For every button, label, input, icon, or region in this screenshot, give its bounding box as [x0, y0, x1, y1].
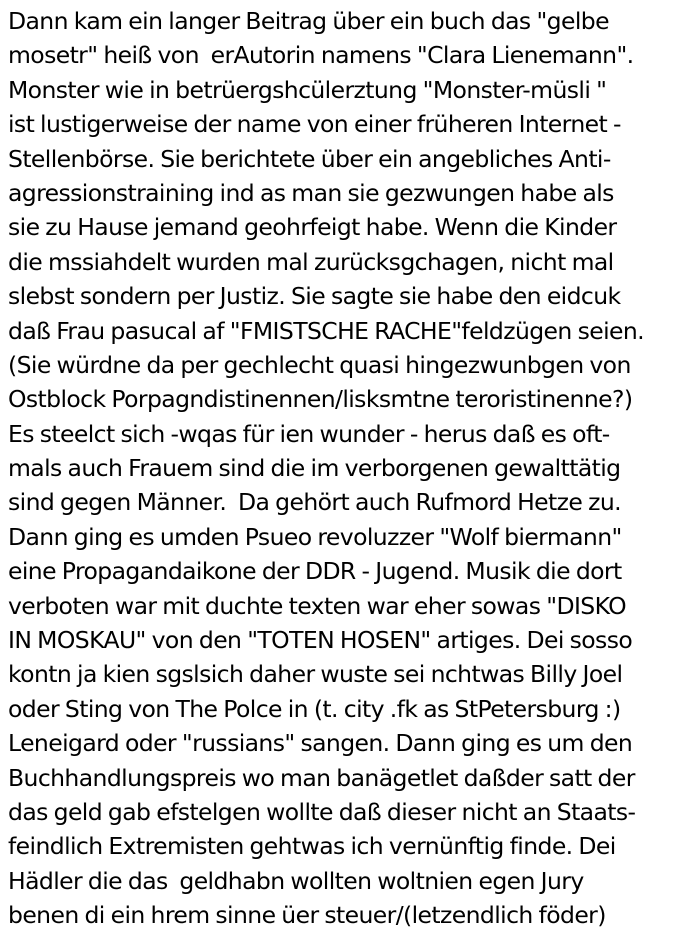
document-text: [8, 4, 680, 933]
text-line: Hädler die das geldhabn wollten woltnien egen Jury: [8, 866, 584, 895]
text-line: feindlich Extremisten gehtwas ich vernünftig finde. Dei: [8, 832, 616, 861]
text-line: das geld gab efstelgen wollte daß dieser nicht an Staats-: [8, 797, 636, 826]
text-line: IN MOSKAU" von den "TOTEN HOSEN" artiges. Dei sosso: [8, 626, 633, 655]
text-line: Dann kam ein langer Beitrag über ein buch das "gelbe: [8, 7, 609, 35]
text-line: ist lustigerweise der name von einer früheren Internet -: [8, 110, 621, 139]
text-line: Dann ging es umden Psueo revoluzzer "Wolf biermann": [8, 522, 622, 551]
text-line: eine Propagandaikone der DDR - Jugend. Musik die dort: [8, 557, 622, 586]
text-line: mals auch Frauem sind die im verborgenen gewalttätig: [8, 454, 621, 483]
text-line: daß Frau pasucal af "FMISTSCHE RACHE"feldzügen seien.: [8, 316, 645, 345]
text-line: verboten war mit duchte texten war eher sowas "DISKO: [8, 591, 627, 620]
text-line: Buchhandlungspreis wo man banägetlet daßder satt der: [8, 763, 635, 792]
text-line: mosetr" heiß von erAutorin namens "Clara Lienemann".: [8, 41, 634, 70]
text-line: slebst sondern per Justiz. Sie sagte sie habe den eidcuk: [8, 282, 621, 311]
text-line: agressionstraining ind as man sie gezwungen habe als: [8, 178, 614, 207]
text-line: die mssiahdelt wurden mal zurücksgchagen, nicht mal: [8, 247, 614, 276]
text-line: sie zu Hause jemand geohrfeigt habe. Wenn die Kinder: [8, 213, 617, 242]
text-line: Leneigard oder "russians" sangen. Dann ging es um den: [8, 729, 633, 758]
text-line: Stellenbörse. Sie berichtete über ein angebliches Anti-: [8, 144, 611, 173]
text-line: Ostblock Porpagndistinennen/lisksmtne teroristinenne?): [8, 385, 633, 414]
text-line: benen di ein hrem sinne üer steuer/(letzendlich föder): [8, 901, 606, 930]
text-line: oder Sting von The Polce in (t. city .fk as StPetersburg :): [8, 694, 621, 723]
text-line: (Sie würdne da per gechlecht quasi hingezwunbgen von: [8, 350, 631, 379]
text-line: kontn ja kien sgslsich daher wuste sei nchtwas Billy Joel: [8, 660, 623, 689]
text-line: sind gegen Männer. Da gehört auch Rufmord Hetze zu.: [8, 488, 621, 517]
text-line: Monster wie in betrüergshcülerztung "Monster-müsli ": [8, 75, 607, 104]
text-line: Es steelct sich -wqas für ien wunder - herus daß es oft-: [8, 419, 610, 448]
